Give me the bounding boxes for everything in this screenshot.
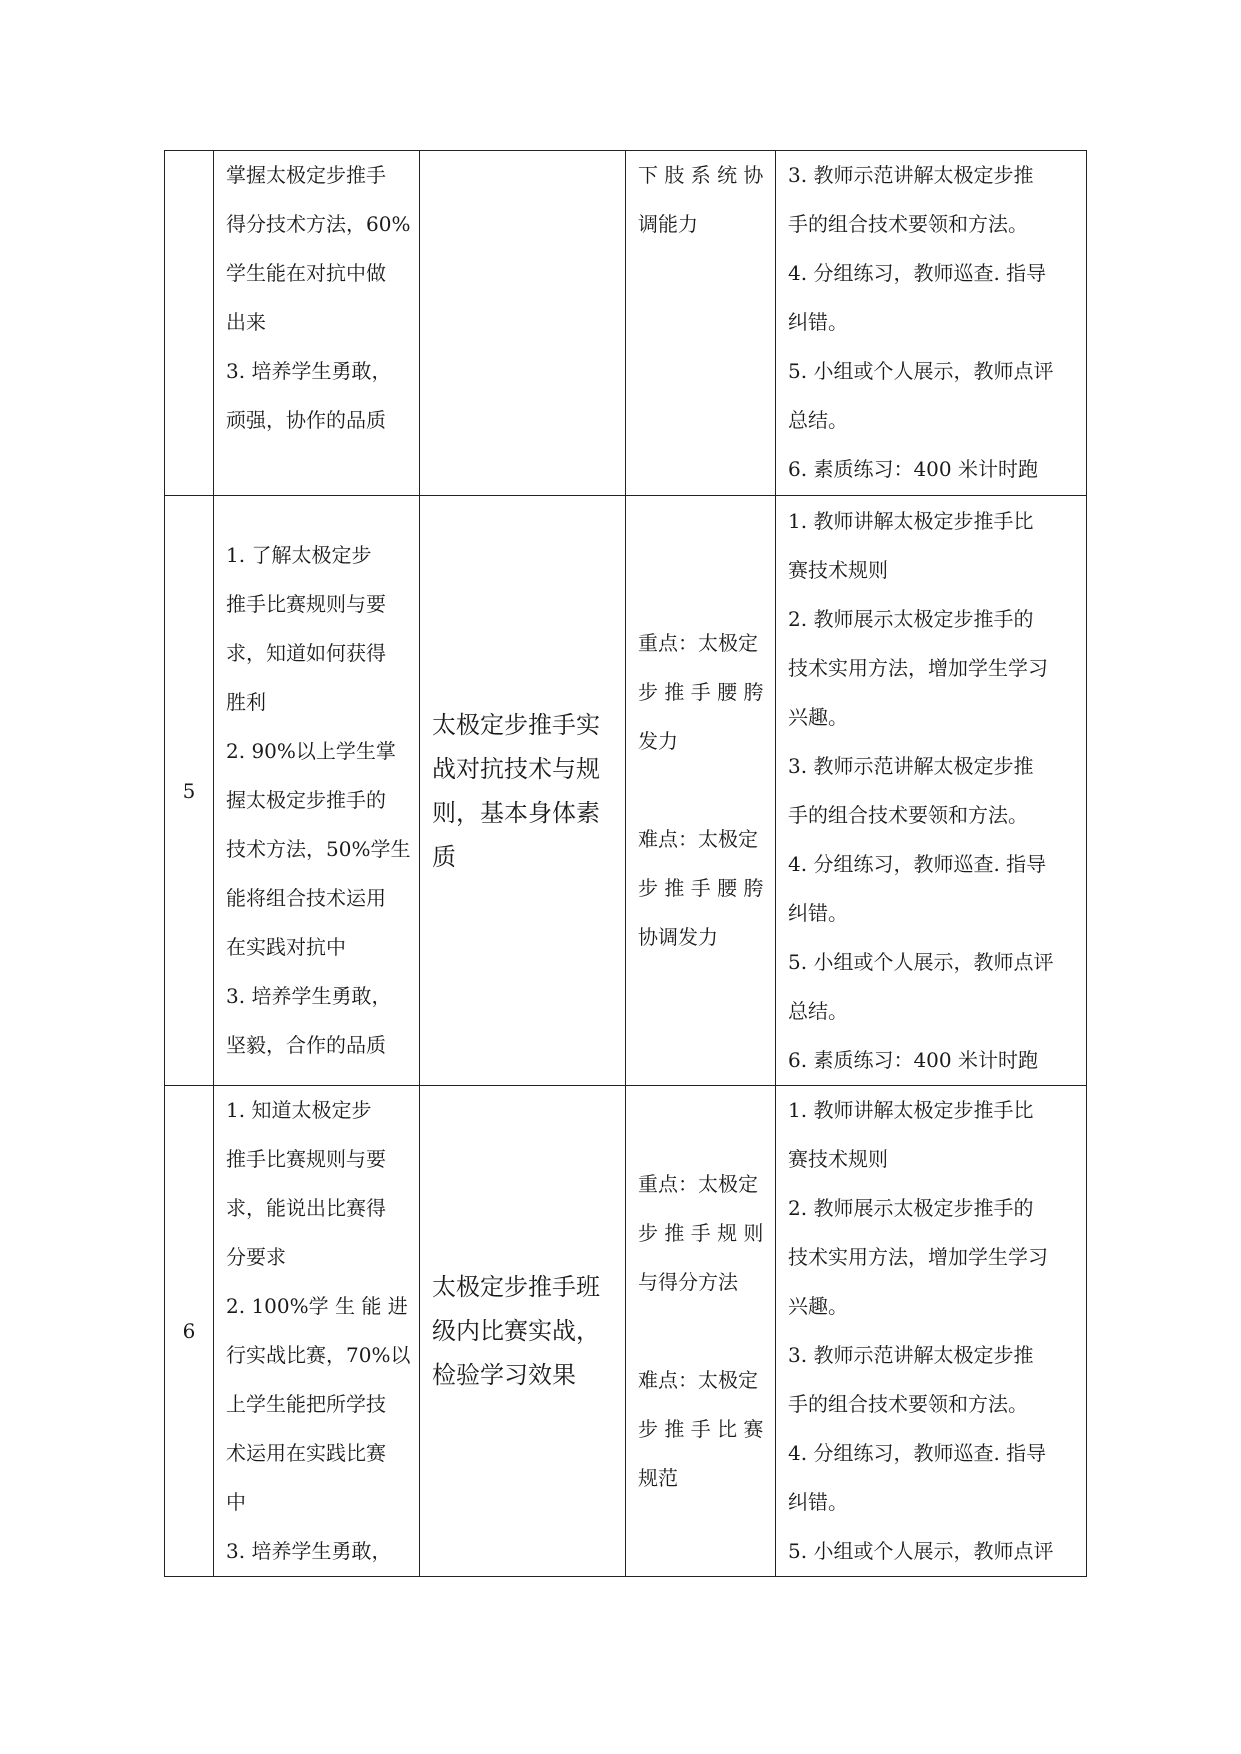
method-line: 6. 素质练习：400 米计时跑 [788,1047,1038,1072]
objective-line: 胜利 [226,690,266,714]
method-line: 赛技术规则 [788,1147,888,1171]
lesson-number-cell: 5 [165,496,214,1086]
method-line: 纠错。 [788,900,848,925]
content-cell [420,1086,626,1577]
objective-line: 坚毅，合作的品质 [226,1033,386,1057]
table-row [165,151,1087,496]
objective-line: 3. 培养学生勇敢， [226,984,392,1008]
method-line: 总结。 [788,998,848,1023]
content-line: 战对抗技术与规 [432,754,600,783]
lesson-number-cell [165,151,214,496]
key-point-line: 步 推 手 比 赛 [638,1416,764,1441]
key-point-line: 重点：太极定 [638,631,758,655]
objective-line: 1. 知道太极定步 [226,1098,372,1122]
content-line: 质 [432,842,456,871]
methods-cell [776,151,1087,496]
method-line: 纠错。 [788,1490,848,1514]
content-line: 级内比赛实战， [432,1317,600,1345]
objective-line: 求，能说出比赛得 [226,1196,386,1220]
method-line: 4. 分组练习，教师巡查. 指导 [788,851,1047,876]
objective-line: 3. 培养学生勇敢， [226,359,392,383]
objective-line: 3. 培养学生勇敢， [226,1539,392,1563]
objectives-cell [214,1086,420,1577]
objective-line: 行实战比赛，70%以 [226,1343,411,1367]
method-line: 1. 教师讲解太极定步推手比 [788,1098,1034,1122]
content-line: 检验学习效果 [432,1361,576,1389]
key-point-line: 协调发力 [638,925,718,949]
objective-line: 得分技术方法，60% [226,212,411,236]
objective-line: 术运用在实践比赛 [226,1441,386,1465]
objective-line: 2. 90%以上学生掌 [226,739,396,763]
key-point-line: 步 推 手 腰 胯 [638,680,764,704]
table-row [165,1086,1087,1577]
key-point-line: 步 推 手 规 则 [638,1220,764,1245]
objective-line: 2. 100%学 生 能 进 [226,1294,408,1318]
method-line: 手的组合技术要领和方法。 [788,212,1028,236]
methods-cell [776,496,1087,1086]
method-line: 兴趣。 [788,704,848,729]
method-line: 4. 分组练习，教师巡查. 指导 [788,1441,1047,1465]
method-line: 6. 素质练习：400 米计时跑 [788,457,1038,481]
method-line: 4. 分组练习，教师巡查. 指导 [788,261,1047,285]
spacer [638,1307,763,1356]
objective-line: 技术方法，50%学生 [226,837,411,861]
key-point-line: 调能力 [638,212,698,236]
key-point-line: 重点：太极定 [638,1171,758,1196]
key-point-line: 下 肢 系 统 协 [638,163,764,187]
content-line: 则，基本身体素 [432,798,600,827]
method-line: 手的组合技术要领和方法。 [788,1392,1028,1416]
objective-line: 出来 [226,310,266,334]
method-line: 2. 教师展示太极定步推手的 [788,606,1034,631]
lesson-number-cell: 6 [165,1086,214,1577]
key-point-line: 与得分方法 [638,1269,738,1294]
spacer [638,766,763,815]
method-line: 兴趣。 [788,1294,848,1318]
key-point-line: 难点：太极定 [638,1367,758,1392]
table-row [165,496,1087,1086]
objective-line: 学生能在对抗中做 [226,261,386,285]
method-line: 2. 教师展示太极定步推手的 [788,1196,1034,1220]
objective-line: 推手比赛规则与要 [226,1147,386,1171]
objectives-cell [214,496,420,1086]
content-cell [420,496,626,1086]
objective-line: 在实践对抗中 [226,935,346,959]
content-cell [420,151,626,496]
method-line: 赛技术规则 [788,557,888,582]
key-points-cell [626,1086,776,1577]
content-line: 太极定步推手实 [432,710,600,739]
objective-line: 求，知道如何获得 [226,641,386,665]
method-line: 5. 小组或个人展示，教师点评 [788,949,1054,974]
lesson-plan-table [164,150,1087,1577]
key-point-line: 规范 [638,1465,678,1490]
method-line: 技术实用方法，增加学生学习 [788,1245,1048,1269]
method-line: 纠错。 [788,310,848,334]
objective-line: 顽强，协作的品质 [226,408,386,432]
key-points-cell [626,151,776,496]
key-point-line: 发力 [638,729,678,753]
objective-line: 掌握太极定步推手 [226,163,386,187]
method-line: 3. 教师示范讲解太极定步推 [788,163,1034,187]
objective-line: 1. 了解太极定步 [226,543,372,567]
objective-line: 中 [226,1490,246,1514]
objective-line: 握太极定步推手的 [226,788,386,812]
method-line: 5. 小组或个人展示，教师点评 [788,359,1054,383]
method-line: 1. 教师讲解太极定步推手比 [788,508,1034,533]
method-line: 总结。 [788,408,848,432]
method-line: 5. 小组或个人展示，教师点评 [788,1539,1054,1563]
method-line: 手的组合技术要领和方法。 [788,802,1028,827]
objective-line: 上学生能把所学技 [226,1392,386,1416]
key-point-line: 步 推 手 腰 胯 [638,876,764,900]
key-points-cell [626,496,776,1086]
method-line: 3. 教师示范讲解太极定步推 [788,1343,1034,1367]
method-line: 技术实用方法，增加学生学习 [788,655,1048,680]
objective-line: 分要求 [226,1245,286,1269]
objective-line: 能将组合技术运用 [226,886,386,910]
objective-line: 推手比赛规则与要 [226,592,386,616]
method-line: 3. 教师示范讲解太极定步推 [788,753,1034,778]
key-point-line: 难点：太极定 [638,827,758,851]
content-line: 太极定步推手班 [432,1273,600,1301]
objectives-cell [214,151,420,496]
methods-cell [776,1086,1087,1577]
